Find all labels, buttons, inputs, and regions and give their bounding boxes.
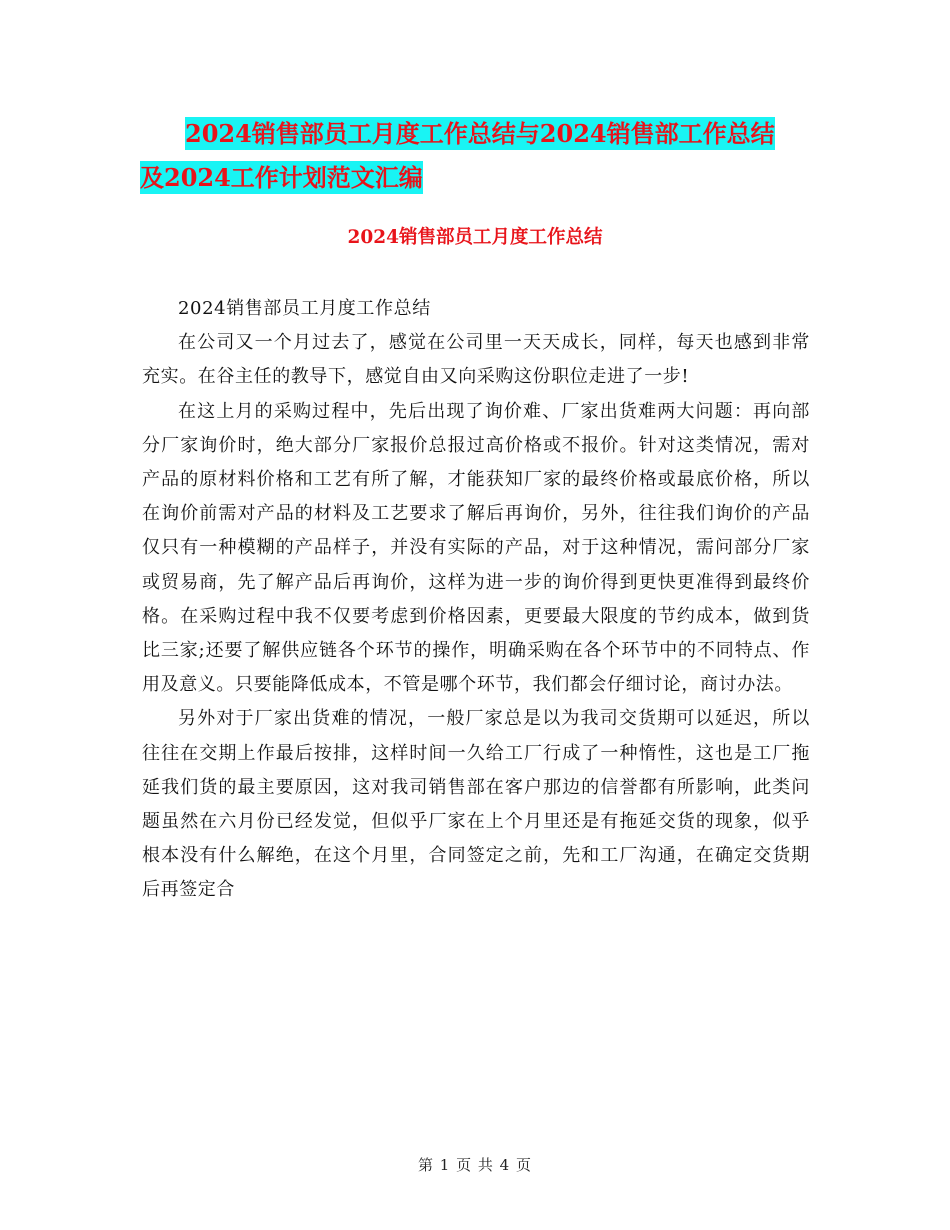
- title-line-2: 及2024工作计划范文汇编: [140, 163, 423, 192]
- paragraph: 另外对于厂家出货难的情况，一般厂家总是以为我司交货期可以延迟，所以往往在交期上作最后按排，这样时间一久给工厂行成了一种惰性，这也是工厂拖延我们货的最主要原因，这对我司销售部在客户那边的信誉都有所影响，此类问题虽然在六月份已经发觉，但似乎厂家在上个月里还是有拖延交货的现象，似乎根本没有什么解绝，在这个月里，合同签定之前，先和工厂沟通，在确定交货期后再签定合: [142, 708, 810, 901]
- page-number: 第 1 页 共 4 页: [418, 1156, 532, 1174]
- paragraph: 在这上月的采购过程中，先后出现了询价难、厂家出货难两大问题：再向部分厂家询价时，绝大部分厂家报价总报过高价格或不报价。针对这类情况，需对产品的原材料价格和工艺有所了解，才能获知厂家的最终价格或最底价格，所以在询价前需对产品的材料及工艺要求了解后再询价，另外，往往我们询价的产品仅只有一种模糊的产品样子，并没有实际的产品，对于这种情况，需问部分厂家或贸易商，先了解产品后再询价，这样为进一步的询价得到更快更准得到最终价格。在采购过程中我不仅要考虑到价格因素，更要最大限度的节约成本，做到货比三家;还要了解供应链各个环节的操作，明确采购在各个环节中的不同特点、作用及意义。只要能降低成本，不管是哪个环节，我们都会仔细讨论，商讨办法。: [142, 400, 810, 696]
- page-footer: [0, 1154, 950, 1175]
- title-line-1: 2024销售部员工月度工作总结与2024销售部工作总结: [185, 119, 775, 148]
- section-heading: 2024销售部员工月度工作总结: [347, 227, 603, 248]
- document-body: [142, 292, 810, 908]
- paragraph-subtitle: 2024销售部员工月度工作总结: [178, 298, 431, 319]
- document-title: [140, 112, 820, 200]
- paragraph: 在公司又一个月过去了，感觉在公司里一天天成长，同样，每天也感到非常充实。在谷主任的教导下，感觉自由又向采购这份职位走进了一步!: [142, 332, 810, 388]
